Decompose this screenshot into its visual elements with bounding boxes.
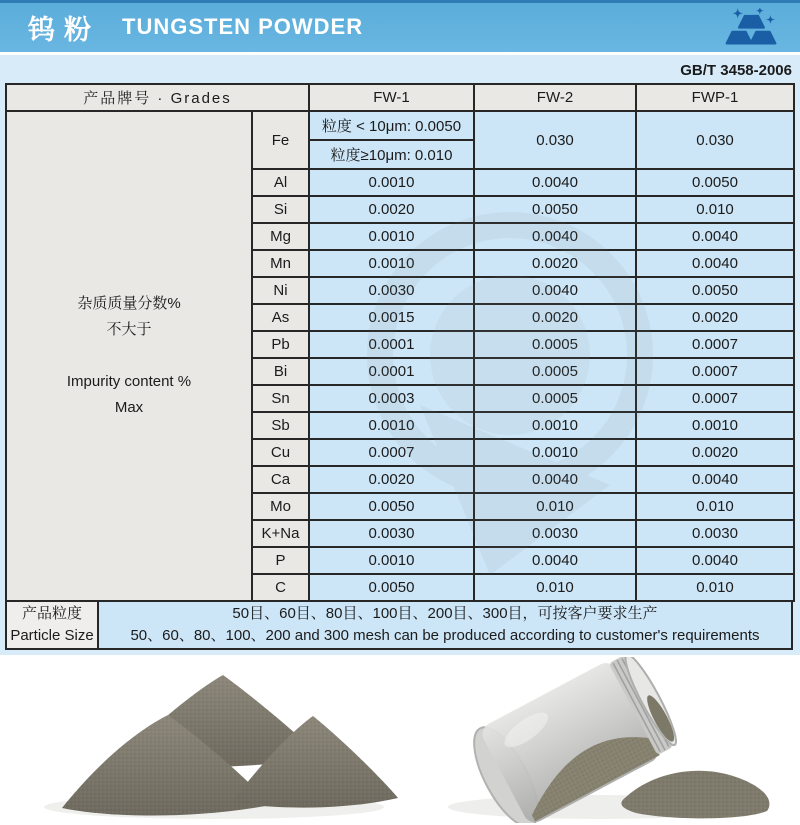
fwp1-value: 0.0020 <box>636 439 794 466</box>
fw2-value: 0.0040 <box>474 466 636 493</box>
fwp1-value: 0.0040 <box>636 250 794 277</box>
element-cell: Ni <box>252 277 309 304</box>
fe-fw1-under-10um: 粒度 < 10μm: 0.0050 <box>309 111 474 140</box>
fw1-value: 0.0010 <box>309 412 474 439</box>
particle-size-text-cell <box>98 601 792 649</box>
fe-fwp1-value: 0.030 <box>636 111 794 169</box>
element-cell: Mn <box>252 250 309 277</box>
fw2-value: 0.0010 <box>474 412 636 439</box>
fw2-value: 0.0020 <box>474 250 636 277</box>
fwp1-value: 0.010 <box>636 574 794 601</box>
fw2-value: 0.010 <box>474 574 636 601</box>
fw1-value: 0.0010 <box>309 250 474 277</box>
element-cell: Bi <box>252 358 309 385</box>
particle-size-text-en: 50、60、80、100、200 and 300 mesh can be produced according to customer's requirements <box>130 627 760 644</box>
impurity-content-label-cell <box>6 111 252 601</box>
grades-header-cell: 产品牌号 · Grades <box>6 84 309 111</box>
fwp1-value: 0.0007 <box>636 358 794 385</box>
fwp1-value: 0.0010 <box>636 412 794 439</box>
fw2-value: 0.0030 <box>474 520 636 547</box>
fwp1-value: 0.0030 <box>636 520 794 547</box>
particle-size-row <box>6 601 792 649</box>
grade-column-fw1: FW-1 <box>309 84 474 111</box>
element-cell: Si <box>252 196 309 223</box>
grade-column-fw2: FW-2 <box>474 84 636 111</box>
standard-reference: GB/T 3458-2006 <box>680 62 792 79</box>
header-band <box>0 0 800 52</box>
fw1-value: 0.0030 <box>309 277 474 304</box>
fwp1-value: 0.0040 <box>636 466 794 493</box>
fw2-value: 0.0005 <box>474 358 636 385</box>
fw2-value: 0.010 <box>474 493 636 520</box>
element-cell: Sb <box>252 412 309 439</box>
impurity-label-zh2: 不大于 <box>106 321 152 338</box>
page-title-english: TUNGSTEN POWDER <box>122 13 364 39</box>
fwp1-value: 0.0040 <box>636 547 794 574</box>
impurity-table <box>5 83 795 602</box>
fe-row-sub1 <box>6 111 794 140</box>
element-cell: Fe <box>252 111 309 169</box>
element-cell: Mg <box>252 223 309 250</box>
fw1-value: 0.0001 <box>309 331 474 358</box>
fw2-value: 0.0040 <box>474 547 636 574</box>
fw2-value: 0.0040 <box>474 277 636 304</box>
element-cell: P <box>252 547 309 574</box>
fe-fw2-value: 0.030 <box>474 111 636 169</box>
powder-jar-photo <box>418 657 790 825</box>
fw1-value: 0.0020 <box>309 466 474 493</box>
fe-fw1-over-10um: 粒度≥10μm: 0.010 <box>309 140 474 169</box>
impurity-label-en2: Max <box>114 399 144 416</box>
fw2-value: 0.0005 <box>474 385 636 412</box>
element-cell: K+Na <box>252 520 309 547</box>
fw2-value: 0.0005 <box>474 331 636 358</box>
impurity-label-zh1: 杂质质量分数% <box>77 295 181 312</box>
fw1-value: 0.0020 <box>309 196 474 223</box>
fw1-value: 0.0003 <box>309 385 474 412</box>
fw1-value: 0.0010 <box>309 547 474 574</box>
element-cell: Sn <box>252 385 309 412</box>
element-cell: As <box>252 304 309 331</box>
fw2-value: 0.0050 <box>474 196 636 223</box>
fwp1-value: 0.0020 <box>636 304 794 331</box>
fw1-value: 0.0050 <box>309 574 474 601</box>
fwp1-value: 0.0007 <box>636 385 794 412</box>
element-cell: Cu <box>252 439 309 466</box>
product-photos <box>0 655 800 825</box>
particle-size-label-en: Particle Size <box>10 627 94 644</box>
element-cell: Al <box>252 169 309 196</box>
particle-size-text-zh: 50目、60目、80目、100目、200目、300目，可按客户要求生产 <box>232 605 658 622</box>
fwp1-value: 0.0040 <box>636 223 794 250</box>
element-cell: Ca <box>252 466 309 493</box>
element-cell: Mo <box>252 493 309 520</box>
fw1-value: 0.0010 <box>309 223 474 250</box>
fw1-value: 0.0007 <box>309 439 474 466</box>
fwp1-value: 0.0007 <box>636 331 794 358</box>
particle-size-table <box>5 600 793 650</box>
fw2-value: 0.0040 <box>474 169 636 196</box>
fw1-value: 0.0010 <box>309 169 474 196</box>
fwp1-value: 0.0050 <box>636 169 794 196</box>
fw1-value: 0.0050 <box>309 493 474 520</box>
grades-header-row <box>6 84 794 111</box>
content-area <box>0 55 800 655</box>
fw2-value: 0.0020 <box>474 304 636 331</box>
fwp1-value: 0.010 <box>636 493 794 520</box>
particle-size-label-cell <box>6 601 98 649</box>
ingots-icon <box>722 8 780 59</box>
fw2-value: 0.0010 <box>474 439 636 466</box>
fw1-value: 0.0001 <box>309 358 474 385</box>
fwp1-value: 0.010 <box>636 196 794 223</box>
grade-column-fwp1: FWP-1 <box>636 84 794 111</box>
fwp1-value: 0.0050 <box>636 277 794 304</box>
element-cell: C <box>252 574 309 601</box>
particle-size-label-zh: 产品粒度 <box>21 605 82 622</box>
fw1-value: 0.0015 <box>309 304 474 331</box>
impurity-label-en1: Impurity content % <box>66 373 192 390</box>
element-cell: Pb <box>252 331 309 358</box>
powder-piles-photo <box>14 657 406 825</box>
page-title-chinese: 钨粉 <box>28 15 100 45</box>
fw1-value: 0.0030 <box>309 520 474 547</box>
fw2-value: 0.0040 <box>474 223 636 250</box>
